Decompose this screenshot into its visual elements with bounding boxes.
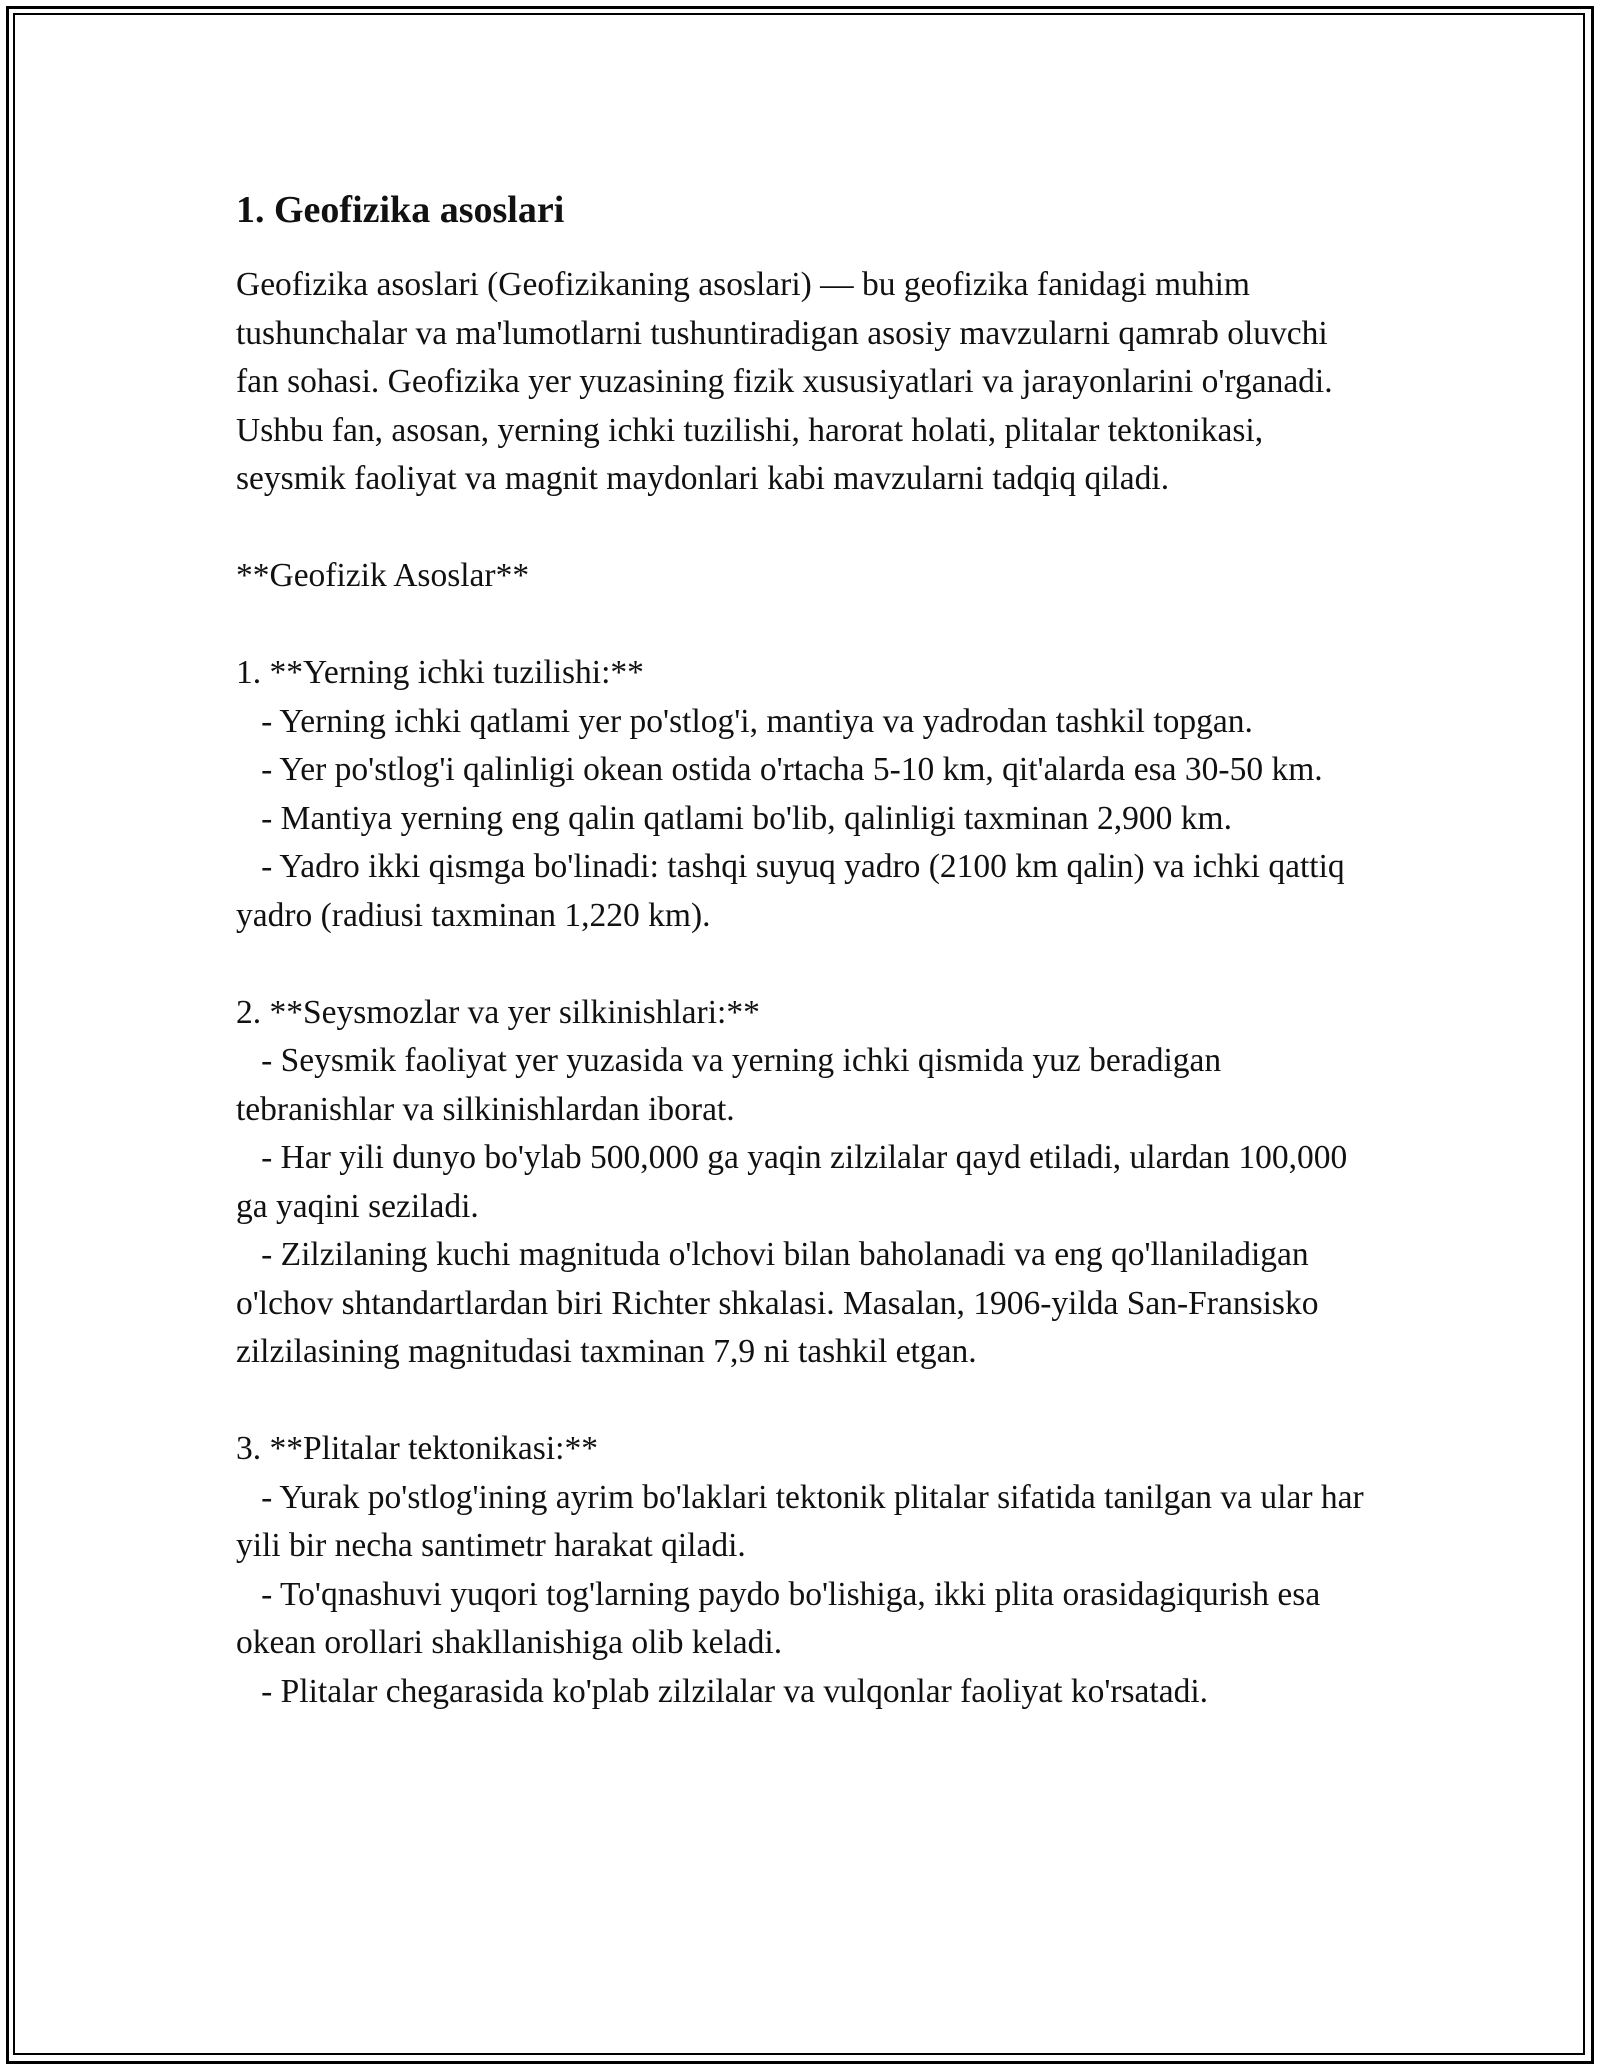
document-content	[236, 186, 1376, 1716]
document-title: 1. Geofizika asoslari	[236, 189, 565, 231]
document-body: Geofizika asoslari (Geofizikaning asoslari) — bu geofizika fanidagi muhim tushunchalar va ma'lumotlarni tushuntiradigan asosiy mavzularni qamrab oluvchi fan sohasi. Geofizika yer yuzasining fizik xususiyatlari va jarayonlarini o'rganadi. Ushbu fan, asosan, yerning ichki tuzilishi, harorat holati, plitalar tektonikasi, seysmik faoliyat va magnit maydonlari kabi mavzularni tadqiq qiladi. **Geofizik Asoslar** 1. **Yerning ichki tuzilishi:** - Yerning ichki qatlami yer po'stlog'i, mantiya va yadrodan tashkil topgan. - Yer po'stlog'i qalinligi okean ostida o'rtacha 5-10 km, qit'alarda esa 30-50 km. - Mantiya yerning eng qalin qatlami bo'lib, qalinligi taxminan 2,900 km. - Yadro ikki qismga bo'linadi: tashqi suyuq yadro (2100 km qalin) va ichki qattiq yadro (radiusi taxminan 1,220 km). 2. **Seysmozlar va yer silkinishlari:** - Seysmik faoliyat yer yuzasida va yerning ichki qismida yuz beradigan tebranishlar va silkinishlardan iborat. - Har yili dunyo bo'ylab 500,000 ga yaqin zilzilalar qayd etiladi, ulardan 100,000 ga yaqini seziladi. - Zilzilaning kuchi magnituda o'lchovi bilan baholanadi va eng qo'llaniladigan o'lchov shtandartlardan biri Richter shkalasi. Masalan, 1906-yilda San-Fransisko zilzilasining magnitudasi taxminan 7,9 ni tashkil etgan. 3. **Plitalar tektonikasi:** - Yurak po'stlog'ining ayrim bo'laklari tektonik plitalar sifatida tanilgan va ular har yili bir necha santimetr harakat qiladi. - To'qnashuvi yuqori tog'larning paydo bo'lishiga, ikki plita orasidagiqurish esa okean orollari shakllanishiga olib keladi. - Plitalar chegarasida ko'plab zilzilalar va vulqonlar faoliyat ko'rsatadi.	[236, 266, 1364, 1710]
